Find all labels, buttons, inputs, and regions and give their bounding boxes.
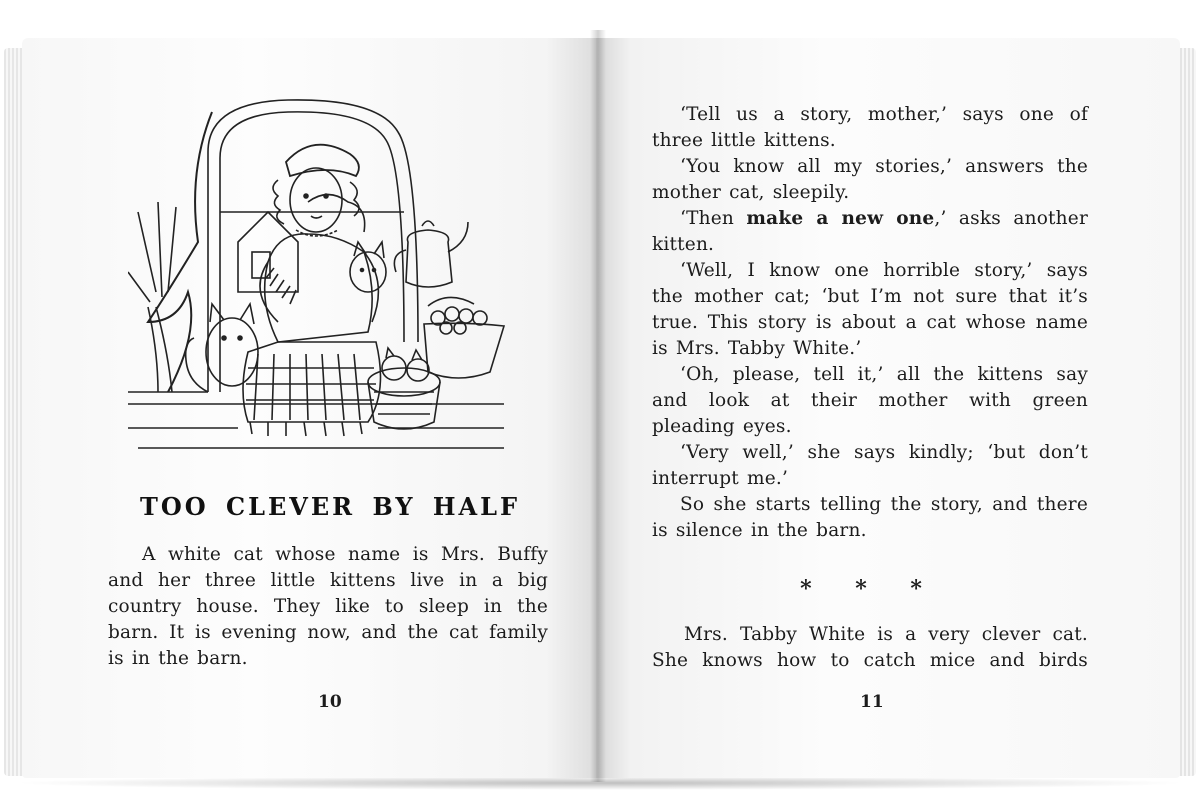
- dialogue-paragraph: [652, 206, 1088, 258]
- dialogue-paragraph: ‘Well, I know one horrible story,’ says the mother cat; ‘but I’m not sure that it’s true. This story is about a cat whose name is Mrs. Tabby White.’: [652, 260, 1088, 359]
- text-run: ,’ asks another kitten.: [652, 208, 1088, 255]
- right-page-text: [652, 102, 1088, 544]
- page-number-left: 10: [318, 692, 342, 712]
- woman-with-kittens-illustration: [128, 92, 508, 456]
- dialogue-paragraph: So she starts telling the story, and there is silence in the barn.: [652, 494, 1088, 541]
- text-run: ‘Then: [680, 208, 747, 229]
- page-edges-right: [1178, 48, 1196, 776]
- section-separator: * * *: [800, 576, 940, 602]
- dialogue-paragraph: ‘You know all my stories,’ answers the mother cat, sleepily.: [652, 156, 1088, 203]
- dialogue-paragraph: ‘Very well,’ she says kindly; ‘but don’t interrupt me.’: [652, 442, 1088, 489]
- page-number-right: 11: [860, 692, 884, 712]
- continuation-text: [652, 622, 1088, 674]
- dialogue-paragraph: ‘Oh, please, tell it,’ all the kittens say and look at their mother with green pleading eyes.: [652, 364, 1088, 437]
- book-gutter: [590, 30, 606, 782]
- story-title: TOO CLEVER BY HALF: [139, 492, 521, 521]
- dialogue-paragraph: ‘Tell us a story, mother,’ says one of three little kittens.: [652, 104, 1088, 151]
- bold-phrase: make a new one: [746, 208, 935, 229]
- continuation-paragraph: Mrs. Tabby White is a very clever cat. She knows how to catch mice and birds: [652, 624, 1088, 671]
- page-edges-left: [4, 48, 24, 776]
- intro-paragraph: A white cat whose name is Mrs. Buffy and her three little kittens live in a big country house. They like to sleep in the barn. It is evening now, and the cat family is in the barn.: [108, 544, 548, 669]
